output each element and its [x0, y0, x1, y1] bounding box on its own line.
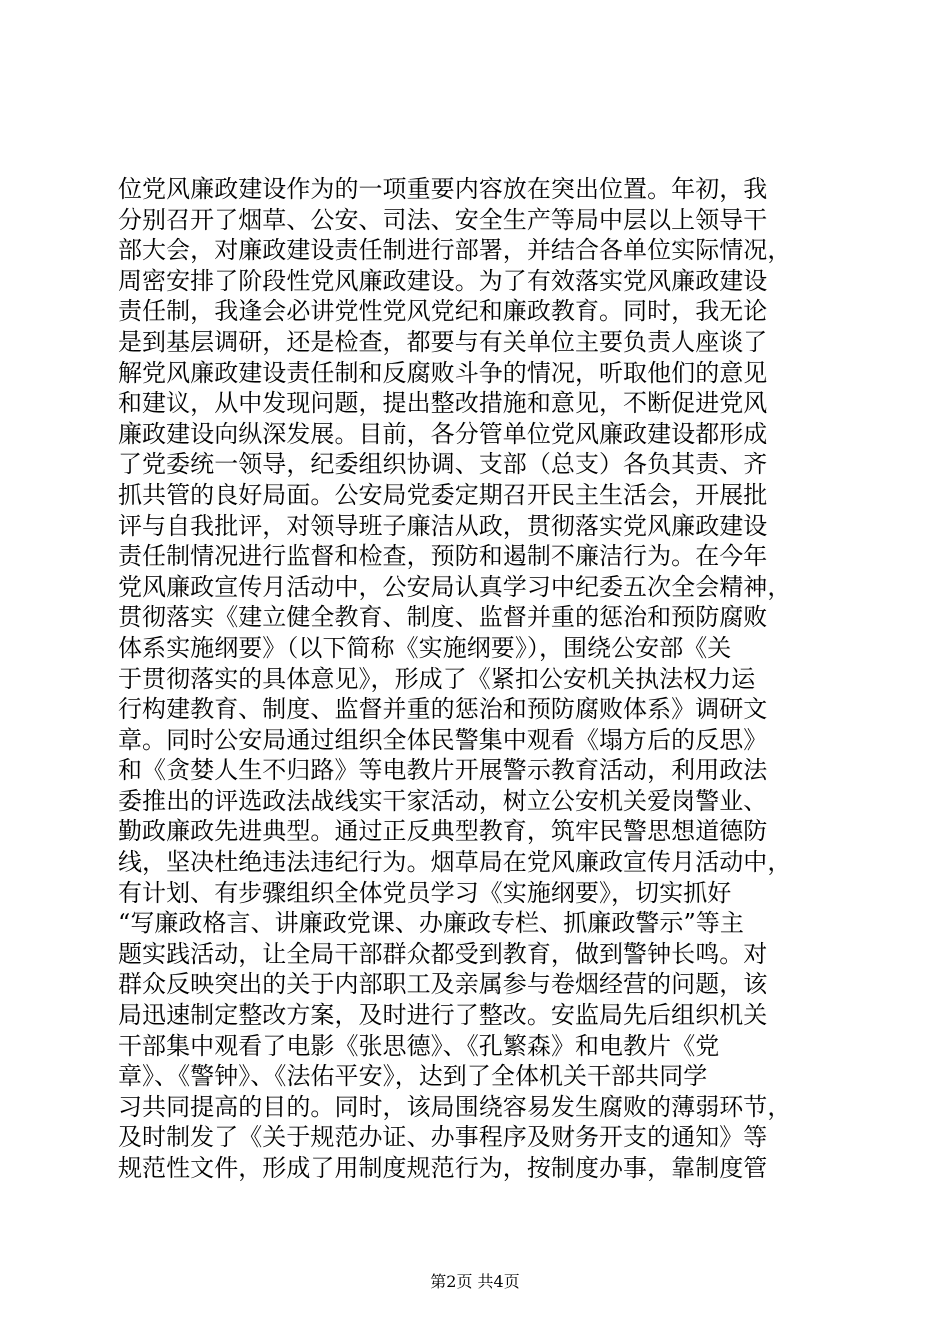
page-footer: 第2页 共4页 — [430, 1272, 520, 1291]
body-paragraph: 位党风廉政建设作为的一项重要内容放在突出位置。年初，我 分别召开了烟草、公安、司法、安全生产等局中层以上领导干 部大会，对廉政建设责任制进行部署，并结合各单位实际情况， 周密安排了阶段性党风廉政建设。为了有效落实党风廉政建设 责任制，我逢会必讲党性党风党纪和廉政教育。同时，我无论 是到基层调研，还是检查，都要与有关单位主要负责人座谈了 解党风廉政建设责任制和反腐败斗争的情况，听取他们的意见 和建议，从中发现问题，提出整改措施和意见，不断促进党风 廉政建设向纵深发展。目前，各分管单位党风廉政建设都形成 了党委统一领导，纪委组织协调、支部（总支）各负其责、齐 抓共管的良好局面。公安局党委定期召开民主生活会，开展批 评与自我批评，对领导班子廉洁从政，贯彻落实党风廉政建设 责任制情况进行监督和检查，预防和遏制不廉洁行为。在今年 党风廉政宣传月活动中，公安局认真学习中纪委五次全会精神， 贯彻落实《建立健全教育、制度、监督并重的惩治和预防腐败 体系实施纲要》（以下简称《实施纲要》），围绕公安部《关 于贯彻落实的具体意见》，形成了《紧扣公安机关执法权力运 行构建教育、制度、监督并重的惩治和预防腐败体系》调研文 章。同时公安局通过组织全体民警集中观看《塌方后的反思》 和《贪婪人生不归路》等电教片开展警示教育活动，利用政法 委推出的评选政法战线实干家活动，树立公安机关爱岗警业、 勤政廉政先进典型。通过正反典型教育，筑牢民警思想道德防 线，坚决杜绝违法违纪行为。烟草局在党风廉政宣传月活动中， 有计划、有步骤组织全体党员学习《实施纲要》，切实抓好 “写廉政格言、讲廉政党课、办廉政专栏、抓廉政警示”等主 题实践活动，让全局干部群众都受到教育，做到警钟长鸣。对 群众反映突出的关于内部职工及亲属参与卷烟经营的问题，该 局迅速制定整改方案，及时进行了整改。安监局先后组织机关 干部集中观看了电影《张思德》、《孔繁森》和电教片《党 章》、《警钟》、《法佑平安》，达到了全体机关干部共同学 习共同提高的目的。同时，该局围绕容易发生腐败的薄弱环节， 及时制发了《关于规范办证、办事程序及财务开支的通知》等 规范性文件，形成了用制度规范行为，按制度办事，靠制度管 — [118, 175, 792, 1182]
